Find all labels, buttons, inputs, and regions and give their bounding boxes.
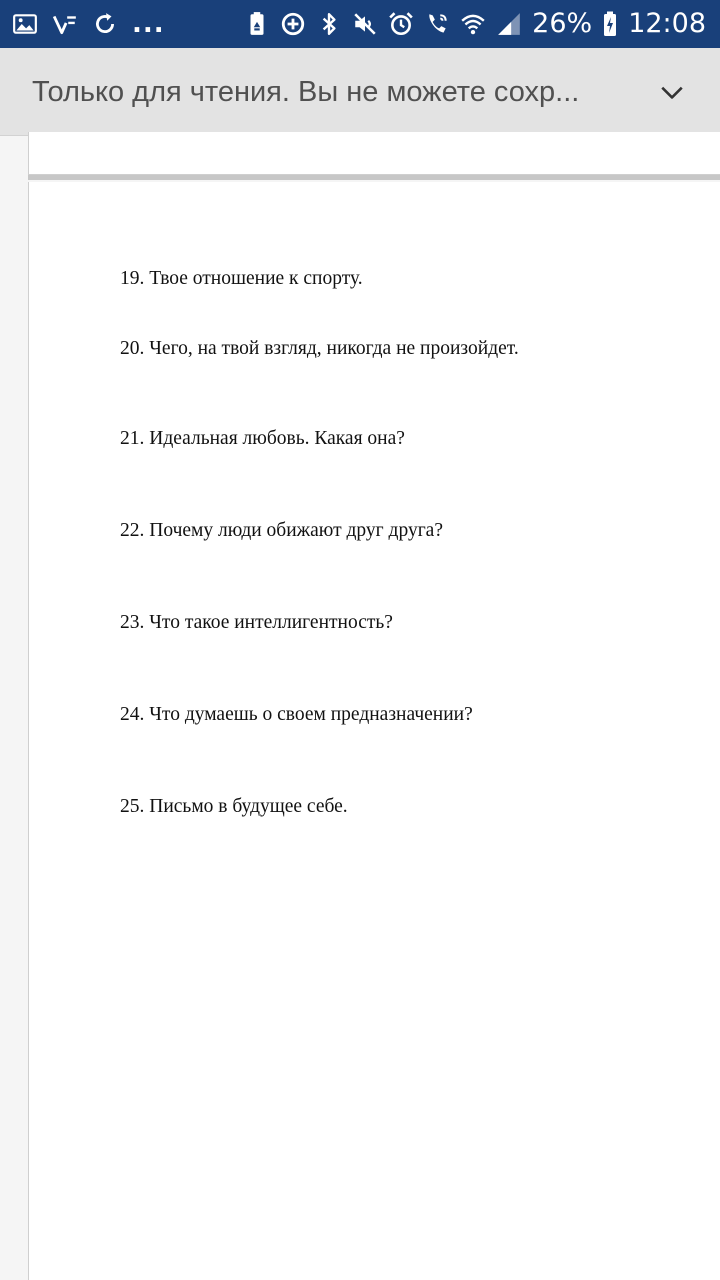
- recycle-battery-icon: [244, 11, 270, 37]
- check-v-icon: [52, 11, 78, 37]
- wifi-icon: [460, 11, 486, 37]
- question-25: 25. Письмо в будущее себе.: [120, 796, 348, 817]
- readonly-banner[interactable]: [0, 48, 720, 136]
- battery-percent: 26%: [532, 8, 593, 39]
- question-22: 22. Почему люди обижают друг друга?: [120, 520, 443, 541]
- document-page: [28, 182, 720, 1280]
- battery-charging-icon: [602, 11, 618, 37]
- signal-icon: [496, 11, 522, 37]
- image-icon: [12, 11, 38, 37]
- question-19: 19. Твое отношение к спорту.: [120, 268, 363, 289]
- data-saver-icon: [280, 11, 306, 37]
- wifi-call-icon: [424, 11, 450, 37]
- previous-page-bottom: [28, 132, 720, 175]
- status-bar-right: [244, 0, 706, 48]
- page-separator: [28, 175, 720, 180]
- question-23: 23. Что такое интеллигентность?: [120, 612, 393, 633]
- question-20: 20. Чего, на твой взгляд, никогда не произойдет.: [120, 338, 519, 359]
- status-overflow: ...: [132, 9, 165, 39]
- bluetooth-icon: [316, 11, 342, 37]
- chevron-down-icon[interactable]: [654, 74, 690, 110]
- alarm-icon: [388, 11, 414, 37]
- mute-icon: [352, 11, 378, 37]
- question-21: 21. Идеальная любовь. Какая она?: [120, 428, 405, 449]
- question-24: 24. Что думаешь о своем предназначении?: [120, 704, 473, 725]
- status-bar-left: [12, 0, 165, 48]
- clock: 12:08: [628, 8, 706, 39]
- status-bar: [0, 0, 720, 48]
- sync-icon: [92, 11, 118, 37]
- readonly-message: Только для чтения. Вы не можете сохр...: [32, 76, 580, 108]
- document-viewer[interactable]: [0, 136, 720, 1280]
